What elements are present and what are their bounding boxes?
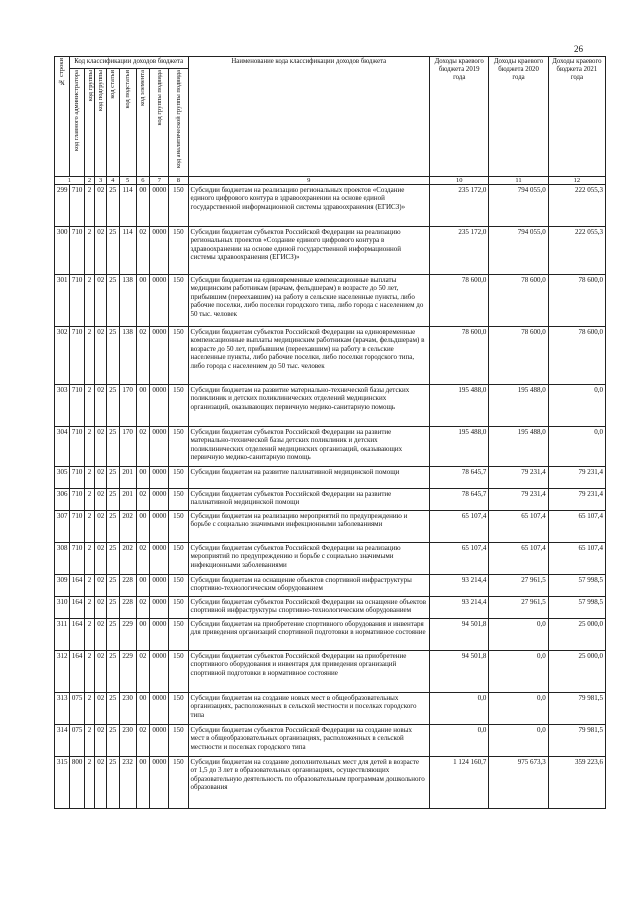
- subgroup-code: 02: [95, 692, 107, 724]
- subgroup-code: 02: [95, 488, 107, 510]
- revenue-name: Субсидии бюджетам субъектов Российской Федерации на единовременные компенсационные выплаты медицинским работникам (врачам, фельдшерам) в возрасте до 50 лет, прибывшим (переехавшим) на работу в сельские населенные пункты, либо рабочие поселки, либо поселки городского типа, либо города с населением до 50 тыс. человек: [188, 326, 430, 384]
- row-number: 315: [55, 756, 70, 808]
- analytic-group-code: 150: [169, 756, 188, 808]
- table-row: [55, 692, 606, 724]
- subarticle-code: 170: [119, 426, 136, 466]
- header-row-number: № строки: [55, 57, 70, 177]
- revenue-2021: 78 600,0: [548, 326, 605, 384]
- revenue-2020: 79 231,4: [489, 466, 548, 488]
- subgroup-code: 02: [95, 618, 107, 650]
- article-code: 25: [106, 692, 119, 724]
- admin-code: 164: [69, 574, 84, 596]
- element-code: 00: [136, 692, 150, 724]
- revenue-2020: 0,0: [489, 724, 548, 756]
- revenue-2021: 79 981,5: [548, 724, 605, 756]
- article-code: 25: [106, 226, 119, 274]
- subtype-group-code: 0000: [150, 756, 169, 808]
- revenue-2020: 0,0: [489, 692, 548, 724]
- revenue-2021: 57 998,5: [548, 596, 605, 618]
- header-code-article: код статьи: [106, 68, 119, 176]
- subtype-group-code: 0000: [150, 184, 169, 226]
- revenue-name: Субсидии бюджетам на развитие материально-технической базы детских поликлиник и детских поликлинических отделений медицинских организаций, оказывающих первичную медико-санитарную помощь: [188, 384, 430, 426]
- subgroup-code: 02: [95, 574, 107, 596]
- admin-code: 164: [69, 618, 84, 650]
- table-row: [55, 724, 606, 756]
- element-code: 00: [136, 756, 150, 808]
- article-code: 25: [106, 488, 119, 510]
- subtype-group-code: 0000: [150, 274, 169, 326]
- element-code: 00: [136, 574, 150, 596]
- group-code: 2: [84, 466, 95, 488]
- revenue-name: Субсидии бюджетам на оснащение объектов спортивной инфраструктуры спортивно-технологическим оборудованием: [188, 574, 430, 596]
- subtype-group-code: 0000: [150, 692, 169, 724]
- column-number: 6: [136, 176, 150, 184]
- admin-code: 800: [69, 756, 84, 808]
- group-code: 2: [84, 184, 95, 226]
- row-number: 309: [55, 574, 70, 596]
- revenue-2021: 65 107,4: [548, 510, 605, 542]
- header-2020: Доходы краевого бюджета 2020 года: [489, 57, 548, 177]
- subgroup-code: 02: [95, 724, 107, 756]
- table-row: [55, 596, 606, 618]
- header-2021: Доходы краевого бюджета 2021 года: [548, 57, 605, 177]
- revenue-name: Субсидии бюджетам субъектов Российской Федерации на реализацию региональных проектов «Создание единого цифрового контура в здравоохранении на основе единой государственной информационной системы здравоохранения (ЕГИСЗ)»: [188, 226, 430, 274]
- group-code: 2: [84, 596, 95, 618]
- revenue-2020: 65 107,4: [489, 510, 548, 542]
- group-code: 2: [84, 384, 95, 426]
- row-number: 312: [55, 650, 70, 692]
- subgroup-code: 02: [95, 510, 107, 542]
- element-code: 00: [136, 510, 150, 542]
- column-numbers-row: [55, 176, 606, 184]
- element-code: 00: [136, 184, 150, 226]
- header-code-group: Код классификации доходов бюджета: [69, 57, 188, 69]
- group-code: 2: [84, 274, 95, 326]
- revenue-2021: 25 000,0: [548, 650, 605, 692]
- revenue-name: Субсидии бюджетам субъектов Российской Федерации на развитие материально-технической базы детских поликлиник и детских поликлинических отделений медицинских организаций, оказывающих первичную медико-санитарную помощь: [188, 426, 430, 466]
- row-number: 304: [55, 426, 70, 466]
- subgroup-code: 02: [95, 596, 107, 618]
- subtype-group-code: 0000: [150, 542, 169, 574]
- table-row: [55, 274, 606, 326]
- budget-revenue-table: [54, 56, 606, 809]
- revenue-2019: 1 124 160,7: [430, 756, 489, 808]
- admin-code: 710: [69, 488, 84, 510]
- group-code: 2: [84, 542, 95, 574]
- analytic-group-code: 150: [169, 650, 188, 692]
- subarticle-code: 114: [119, 184, 136, 226]
- row-number: 305: [55, 466, 70, 488]
- subarticle-code: 228: [119, 596, 136, 618]
- element-code: 02: [136, 650, 150, 692]
- table-row: [55, 426, 606, 466]
- revenue-2021: 0,0: [548, 426, 605, 466]
- revenue-name: Субсидии бюджетам на реализацию региональных проектов «Создание единого цифрового контура в здравоохранении на основе единой государственной информационной системы здравоохранения (ЕГИСЗ)»: [188, 184, 430, 226]
- analytic-group-code: 150: [169, 226, 188, 274]
- subtype-group-code: 0000: [150, 226, 169, 274]
- subarticle-code: 229: [119, 618, 136, 650]
- table-row: [55, 326, 606, 384]
- subgroup-code: 02: [95, 274, 107, 326]
- admin-code: 164: [69, 596, 84, 618]
- subarticle-code: 202: [119, 542, 136, 574]
- admin-code: 710: [69, 542, 84, 574]
- revenue-2021: 79 231,4: [548, 488, 605, 510]
- header-code-subarticle: код подстатьи: [119, 68, 136, 176]
- article-code: 25: [106, 326, 119, 384]
- revenue-2019: 195 488,0: [430, 384, 489, 426]
- subarticle-code: 201: [119, 466, 136, 488]
- analytic-group-code: 150: [169, 574, 188, 596]
- element-code: 02: [136, 542, 150, 574]
- group-code: 2: [84, 488, 95, 510]
- element-code: 02: [136, 488, 150, 510]
- column-number: 7: [150, 176, 169, 184]
- article-code: 25: [106, 426, 119, 466]
- column-number: 8: [169, 176, 188, 184]
- article-code: 25: [106, 618, 119, 650]
- header-code-element: код элемента: [136, 68, 150, 176]
- revenue-2021: 0,0: [548, 384, 605, 426]
- table-row: [55, 650, 606, 692]
- subtype-group-code: 0000: [150, 384, 169, 426]
- row-number: 302: [55, 326, 70, 384]
- table-row: [55, 542, 606, 574]
- header-code-group-col: код группы: [84, 68, 95, 176]
- article-code: 25: [106, 650, 119, 692]
- revenue-name: Субсидии бюджетам на единовременные компенсационные выплаты медицинским работникам (врачам, фельдшерам) в возрасте до 50 лет, прибывшим (переехавшим) на работу в сельские населенные пункты, либо рабочие поселки, либо поселки городского типа, либо города с населением до 50 тыс. человек: [188, 274, 430, 326]
- header-code-admin: код главного администратора: [69, 68, 84, 176]
- admin-code: 075: [69, 692, 84, 724]
- table-row: [55, 574, 606, 596]
- subarticle-code: 232: [119, 756, 136, 808]
- analytic-group-code: 150: [169, 542, 188, 574]
- table-row: [55, 618, 606, 650]
- revenue-name: Субсидии бюджетам субъектов Российской Федерации на приобретение спортивного оборудования и инвентаря для приведения организаций спортивной подготовки в нормативное состояние: [188, 650, 430, 692]
- admin-code: 710: [69, 426, 84, 466]
- row-number: 313: [55, 692, 70, 724]
- subtype-group-code: 0000: [150, 488, 169, 510]
- table-row: [55, 384, 606, 426]
- subtype-group-code: 0000: [150, 724, 169, 756]
- revenue-2020: 794 055,0: [489, 184, 548, 226]
- revenue-2019: 78 645,7: [430, 466, 489, 488]
- group-code: 2: [84, 426, 95, 466]
- revenue-2021: 78 600,0: [548, 274, 605, 326]
- table-row: [55, 466, 606, 488]
- subgroup-code: 02: [95, 650, 107, 692]
- revenue-name: Субсидии бюджетам субъектов Российской Федерации на оснащение объектов спортивной инфраструктуры спортивно-технологическим оборудованием: [188, 596, 430, 618]
- admin-code: 710: [69, 384, 84, 426]
- analytic-group-code: 150: [169, 326, 188, 384]
- article-code: 25: [106, 574, 119, 596]
- subarticle-code: 202: [119, 510, 136, 542]
- element-code: 02: [136, 596, 150, 618]
- subgroup-code: 02: [95, 542, 107, 574]
- subgroup-code: 02: [95, 326, 107, 384]
- element-code: 02: [136, 426, 150, 466]
- subarticle-code: 138: [119, 274, 136, 326]
- admin-code: 710: [69, 184, 84, 226]
- article-code: 25: [106, 542, 119, 574]
- table-body: [55, 184, 606, 808]
- revenue-2019: 94 501,8: [430, 650, 489, 692]
- analytic-group-code: 150: [169, 596, 188, 618]
- revenue-2019: 235 172,0: [430, 184, 489, 226]
- group-code: 2: [84, 650, 95, 692]
- revenue-2019: 93 214,4: [430, 596, 489, 618]
- subgroup-code: 02: [95, 426, 107, 466]
- revenue-name: Субсидии бюджетам на создание новых мест в общеобразовательных организациях, расположенных в сельской местности и поселках городского типа: [188, 692, 430, 724]
- group-code: 2: [84, 326, 95, 384]
- group-code: 2: [84, 226, 95, 274]
- revenue-2020: 78 600,0: [489, 326, 548, 384]
- row-number: 311: [55, 618, 70, 650]
- article-code: 25: [106, 384, 119, 426]
- revenue-2021: 222 055,3: [548, 184, 605, 226]
- subgroup-code: 02: [95, 384, 107, 426]
- revenue-2019: 78 645,7: [430, 488, 489, 510]
- subtype-group-code: 0000: [150, 574, 169, 596]
- column-number: 10: [430, 176, 489, 184]
- subarticle-code: 230: [119, 724, 136, 756]
- revenue-2021: 57 998,5: [548, 574, 605, 596]
- revenue-name: Субсидии бюджетам субъектов Российской Федерации на создание новых мест в общеобразовательных организациях, расположенных в сельской местности и поселках городского типа: [188, 724, 430, 756]
- revenue-2020: 27 961,5: [489, 574, 548, 596]
- row-number: 300: [55, 226, 70, 274]
- column-number: 2: [84, 176, 95, 184]
- subtype-group-code: 0000: [150, 596, 169, 618]
- subtype-group-code: 0000: [150, 466, 169, 488]
- column-number: 5: [119, 176, 136, 184]
- article-code: 25: [106, 184, 119, 226]
- revenue-2019: 65 107,4: [430, 542, 489, 574]
- article-code: 25: [106, 466, 119, 488]
- revenue-2020: 65 107,4: [489, 542, 548, 574]
- subtype-group-code: 0000: [150, 618, 169, 650]
- analytic-group-code: 150: [169, 692, 188, 724]
- subarticle-code: 228: [119, 574, 136, 596]
- revenue-2019: 78 600,0: [430, 274, 489, 326]
- revenue-2021: 79 231,4: [548, 466, 605, 488]
- group-code: 2: [84, 618, 95, 650]
- row-number: 314: [55, 724, 70, 756]
- subgroup-code: 02: [95, 184, 107, 226]
- column-number: 11: [489, 176, 548, 184]
- element-code: 00: [136, 618, 150, 650]
- admin-code: 710: [69, 226, 84, 274]
- column-number: 1: [55, 176, 85, 184]
- revenue-2021: 79 981,5: [548, 692, 605, 724]
- admin-code: 710: [69, 510, 84, 542]
- subarticle-code: 229: [119, 650, 136, 692]
- revenue-2021: 65 107,4: [548, 542, 605, 574]
- revenue-name: Субсидии бюджетам на приобретение спортивного оборудования и инвентаря для приведения организаций спортивной подготовки в нормативное состояние: [188, 618, 430, 650]
- group-code: 2: [84, 510, 95, 542]
- revenue-2019: 94 501,8: [430, 618, 489, 650]
- subtype-group-code: 0000: [150, 326, 169, 384]
- revenue-2021: 25 000,0: [548, 618, 605, 650]
- row-number: 310: [55, 596, 70, 618]
- group-code: 2: [84, 692, 95, 724]
- table-row: [55, 226, 606, 274]
- article-code: 25: [106, 510, 119, 542]
- revenue-2019: 65 107,4: [430, 510, 489, 542]
- row-number: 303: [55, 384, 70, 426]
- revenue-2020: 79 231,4: [489, 488, 548, 510]
- revenue-2019: 235 172,0: [430, 226, 489, 274]
- subarticle-code: 170: [119, 384, 136, 426]
- subarticle-code: 230: [119, 692, 136, 724]
- analytic-group-code: 150: [169, 426, 188, 466]
- column-number: 9: [188, 176, 430, 184]
- subarticle-code: 138: [119, 326, 136, 384]
- revenue-2020: 195 488,0: [489, 384, 548, 426]
- revenue-name: Субсидии бюджетам на развитие паллиативной медицинской помощи: [188, 466, 430, 488]
- analytic-group-code: 150: [169, 488, 188, 510]
- subgroup-code: 02: [95, 756, 107, 808]
- analytic-group-code: 150: [169, 384, 188, 426]
- subtype-group-code: 0000: [150, 510, 169, 542]
- subtype-group-code: 0000: [150, 650, 169, 692]
- element-code: 00: [136, 384, 150, 426]
- revenue-2019: 195 488,0: [430, 426, 489, 466]
- article-code: 25: [106, 756, 119, 808]
- analytic-group-code: 150: [169, 184, 188, 226]
- revenue-2020: 195 488,0: [489, 426, 548, 466]
- group-code: 2: [84, 574, 95, 596]
- revenue-2020: 0,0: [489, 618, 548, 650]
- element-code: 02: [136, 326, 150, 384]
- revenue-2020: 27 961,5: [489, 596, 548, 618]
- analytic-group-code: 150: [169, 466, 188, 488]
- analytic-group-code: 150: [169, 724, 188, 756]
- subarticle-code: 201: [119, 488, 136, 510]
- revenue-2019: 0,0: [430, 692, 489, 724]
- row-number: 307: [55, 510, 70, 542]
- header-code-analytic-group: код аналитической группы подвида: [169, 68, 188, 176]
- revenue-2020: 78 600,0: [489, 274, 548, 326]
- element-code: 02: [136, 724, 150, 756]
- revenue-2021: 222 055,3: [548, 226, 605, 274]
- row-number: 299: [55, 184, 70, 226]
- column-number: 3: [95, 176, 107, 184]
- revenue-2021: 359 223,6: [548, 756, 605, 808]
- revenue-2020: 0,0: [489, 650, 548, 692]
- element-code: 00: [136, 466, 150, 488]
- revenue-2019: 93 214,4: [430, 574, 489, 596]
- header-code-subgroup: код подгруппы: [95, 68, 107, 176]
- subarticle-code: 114: [119, 226, 136, 274]
- revenue-name: Субсидии бюджетам субъектов Российской Федерации на реализацию мероприятий по предупреждению и борьбе с социально значимыми инфекционными заболеваниями: [188, 542, 430, 574]
- revenue-name: Субсидии бюджетам субъектов Российской Федерации на развитие паллиативной медицинской помощи: [188, 488, 430, 510]
- column-number: 4: [106, 176, 119, 184]
- row-number: 308: [55, 542, 70, 574]
- header-name: Наименование кода классификации доходов бюджета: [188, 57, 430, 177]
- element-code: 00: [136, 274, 150, 326]
- revenue-2019: 0,0: [430, 724, 489, 756]
- element-code: 02: [136, 226, 150, 274]
- revenue-name: Субсидии бюджетам на реализацию мероприятий по предупреждению и борьбе с социально значимыми инфекционными заболеваниями: [188, 510, 430, 542]
- admin-code: 075: [69, 724, 84, 756]
- article-code: 25: [106, 274, 119, 326]
- table-row: [55, 488, 606, 510]
- article-code: 25: [106, 724, 119, 756]
- revenue-name: Субсидии бюджетам на создание дополнительных мест для детей в возрасте от 1,5 до 3 лет в образовательных организациях, осуществляющих образовательную деятельность по образовательным программам дошкольного образования: [188, 756, 430, 808]
- header-2019: Доходы краевого бюджета 2019 года: [430, 57, 489, 177]
- admin-code: 710: [69, 466, 84, 488]
- table-row: [55, 184, 606, 226]
- subgroup-code: 02: [95, 466, 107, 488]
- revenue-2019: 78 600,0: [430, 326, 489, 384]
- subtype-group-code: 0000: [150, 426, 169, 466]
- revenue-2020: 794 055,0: [489, 226, 548, 274]
- column-number: 12: [548, 176, 605, 184]
- group-code: 2: [84, 724, 95, 756]
- row-number: 301: [55, 274, 70, 326]
- revenue-2020: 975 673,3: [489, 756, 548, 808]
- subgroup-code: 02: [95, 226, 107, 274]
- group-code: 2: [84, 756, 95, 808]
- table-row: [55, 756, 606, 808]
- admin-code: 710: [69, 326, 84, 384]
- analytic-group-code: 150: [169, 510, 188, 542]
- admin-code: 710: [69, 274, 84, 326]
- analytic-group-code: 150: [169, 618, 188, 650]
- page-number: 26: [574, 44, 583, 54]
- admin-code: 164: [69, 650, 84, 692]
- header-code-subtype-group: код группы подвида: [150, 68, 169, 176]
- article-code: 25: [106, 596, 119, 618]
- analytic-group-code: 150: [169, 274, 188, 326]
- table-row: [55, 510, 606, 542]
- row-number: 306: [55, 488, 70, 510]
